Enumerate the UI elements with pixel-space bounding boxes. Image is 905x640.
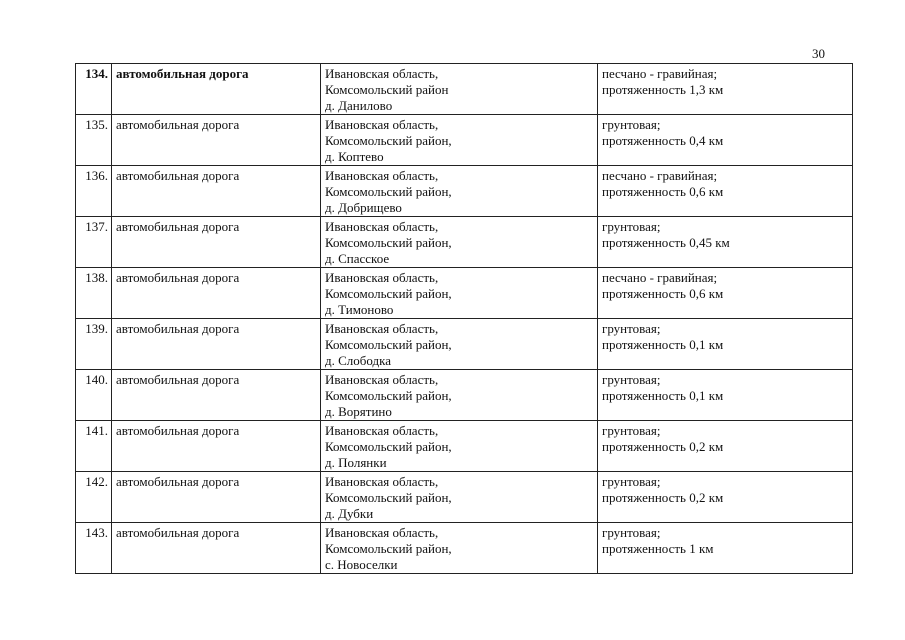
row-number: 141. — [76, 421, 112, 472]
table-row — [76, 166, 853, 217]
location-line: Ивановская область, — [325, 219, 439, 234]
road-description — [598, 268, 853, 319]
location-line: Комсомольский район, — [325, 286, 452, 301]
location-line: Ивановская область, — [325, 372, 439, 387]
road-description — [598, 319, 853, 370]
road-location — [321, 268, 598, 319]
road-type: автомобильная дорога — [112, 472, 321, 523]
description-line: грунтовая; — [602, 219, 661, 234]
location-line: Комсомольский район, — [325, 439, 452, 454]
roads-table-body — [76, 64, 853, 574]
location-line: Комсомольский район, — [325, 388, 452, 403]
road-description — [598, 217, 853, 268]
location-line: Ивановская область, — [325, 270, 439, 285]
description-line: протяженность 0,4 км — [602, 133, 724, 148]
location-line: д. Спасское — [325, 251, 390, 266]
row-number: 138. — [76, 268, 112, 319]
row-number: 142. — [76, 472, 112, 523]
row-number: 135. — [76, 115, 112, 166]
row-number: 134. — [76, 64, 112, 115]
road-type: автомобильная дорога — [112, 217, 321, 268]
location-line: Комсомольский район, — [325, 235, 452, 250]
description-line: грунтовая; — [602, 372, 661, 387]
page-number: 30 — [812, 46, 825, 61]
location-line: д. Слободка — [325, 353, 392, 368]
description-line: грунтовая; — [602, 474, 661, 489]
location-line: д. Добрищево — [325, 200, 402, 215]
location-line: Ивановская область, — [325, 168, 439, 183]
description-line: протяженность 0,45 км — [602, 235, 730, 250]
road-type: автомобильная дорога — [112, 166, 321, 217]
road-type: автомобильная дорога — [112, 319, 321, 370]
row-number: 137. — [76, 217, 112, 268]
description-line: протяженность 0,6 км — [602, 184, 724, 199]
description-line: грунтовая; — [602, 117, 661, 132]
location-line: Ивановская область, — [325, 474, 439, 489]
roads-table — [75, 63, 853, 574]
road-type: автомобильная дорога — [112, 421, 321, 472]
location-line: Комсомольский район, — [325, 184, 452, 199]
road-location — [321, 319, 598, 370]
location-line: д. Ворятино — [325, 404, 392, 419]
table-row — [76, 523, 853, 574]
location-line: Ивановская область, — [325, 525, 439, 540]
table-row — [76, 421, 853, 472]
table-row — [76, 115, 853, 166]
road-type: автомобильная дорога — [112, 268, 321, 319]
location-line: д. Коптево — [325, 149, 384, 164]
location-line: Ивановская область, — [325, 66, 439, 81]
description-line: песчано - гравийная; — [602, 66, 718, 81]
road-location — [321, 64, 598, 115]
description-line: грунтовая; — [602, 525, 661, 540]
road-type: автомобильная дорога — [112, 370, 321, 421]
description-line: протяженность 0,2 км — [602, 490, 724, 505]
road-location — [321, 115, 598, 166]
location-line: д. Данилово — [325, 98, 393, 113]
road-description — [598, 370, 853, 421]
road-description — [598, 421, 853, 472]
road-location — [321, 523, 598, 574]
road-type: автомобильная дорога — [112, 64, 321, 115]
row-number: 140. — [76, 370, 112, 421]
location-line: Комсомольский район, — [325, 337, 452, 352]
location-line: Ивановская область, — [325, 117, 439, 132]
description-line: протяженность 1 км — [602, 541, 714, 556]
table-row — [76, 472, 853, 523]
road-location — [321, 472, 598, 523]
description-line: протяженность 0,6 км — [602, 286, 724, 301]
table-row — [76, 217, 853, 268]
location-line: д. Дубки — [325, 506, 374, 521]
location-line: Ивановская область, — [325, 321, 439, 336]
road-description — [598, 64, 853, 115]
location-line: с. Новоселки — [325, 557, 398, 572]
location-line: Комсомольский район, — [325, 490, 452, 505]
row-number: 139. — [76, 319, 112, 370]
description-line: протяженность 0,2 км — [602, 439, 724, 454]
description-line: песчано - гравийная; — [602, 270, 718, 285]
location-line: Комсомольский район, — [325, 541, 452, 556]
road-type: автомобильная дорога — [112, 115, 321, 166]
road-location — [321, 421, 598, 472]
row-number: 136. — [76, 166, 112, 217]
road-description — [598, 523, 853, 574]
road-description — [598, 166, 853, 217]
description-line: протяженность 1,3 км — [602, 82, 724, 97]
road-description — [598, 115, 853, 166]
row-number: 143. — [76, 523, 112, 574]
road-location — [321, 217, 598, 268]
road-type: автомобильная дорога — [112, 523, 321, 574]
description-line: протяженность 0,1 км — [602, 388, 724, 403]
table-row — [76, 370, 853, 421]
description-line: грунтовая; — [602, 321, 661, 336]
table-row — [76, 64, 853, 115]
location-line: Ивановская область, — [325, 423, 439, 438]
location-line: Комсомольский район, — [325, 133, 452, 148]
description-line: песчано - гравийная; — [602, 168, 718, 183]
description-line: грунтовая; — [602, 423, 661, 438]
location-line: д. Тимоново — [325, 302, 394, 317]
road-location — [321, 370, 598, 421]
road-location — [321, 166, 598, 217]
location-line: Комсомольский район — [325, 82, 449, 97]
road-description — [598, 472, 853, 523]
description-line: протяженность 0,1 км — [602, 337, 724, 352]
location-line: д. Полянки — [325, 455, 387, 470]
table-row — [76, 319, 853, 370]
table-row — [76, 268, 853, 319]
